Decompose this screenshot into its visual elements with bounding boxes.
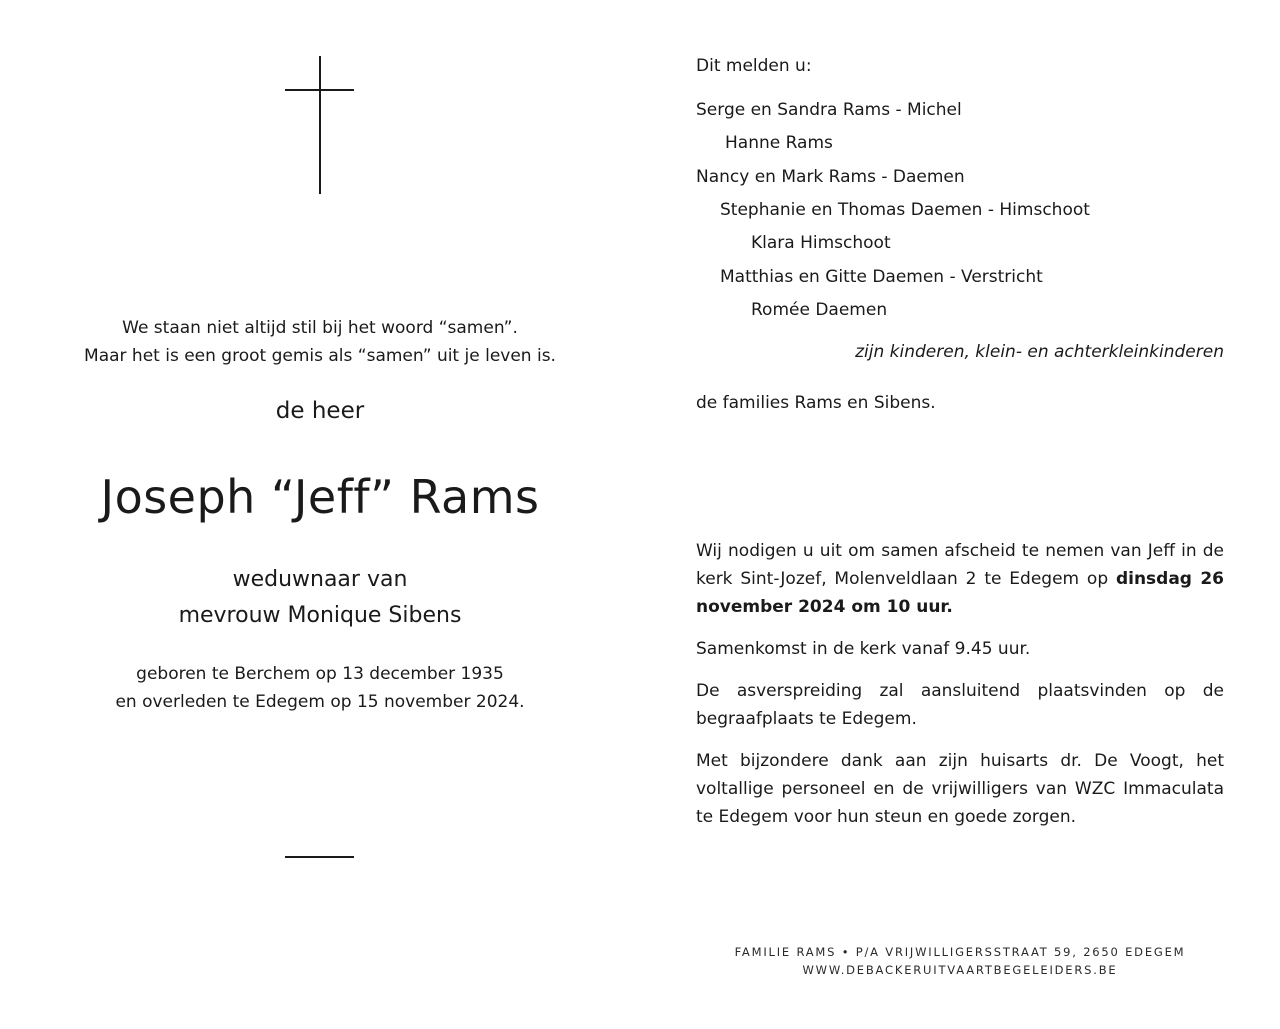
thanks-paragraph: Met bijzondere dank aan zijn huisarts dr. De Voogt, het voltallige personeel en de vrijwilligers van WZC Immaculata te Edegem voor hun steun en goede zorgen. [696, 751, 1224, 827]
ashes-paragraph: De asverspreiding zal aansluitend plaatsvinden op de begraafplaats te Edegem. [696, 681, 1224, 729]
family-member: Hanne Rams [725, 133, 833, 153]
ceremony-info [696, 537, 1224, 845]
deceased-name: Joseph “Jeff” Rams [100, 470, 540, 524]
ceremony-datetime: dinsdag 26 november 2024 om 10 uur. [696, 569, 1224, 617]
gathering-paragraph: Samenkomst in de kerk vanaf 9.45 uur. [696, 639, 1031, 659]
contact-footer [640, 943, 1280, 979]
relation-caption: zijn kinderen, klein- en achterkleinkinderen [855, 342, 1224, 362]
widower-of [40, 562, 600, 634]
honorific: de heer [275, 398, 365, 424]
family-member: Klara Himschoot [751, 233, 891, 253]
family-member: Serge en Sandra Rams - Michel [696, 100, 962, 120]
birth-line: geboren te Berchem op 13 december 1935 [136, 664, 504, 684]
life-dates [40, 660, 600, 716]
funeral-website: WWW.DEBACKERUITVAARTBEGELEIDERS.BE [802, 963, 1118, 977]
invitation-paragraph [696, 537, 1224, 621]
extended-families: de families Rams en Sibens. [696, 393, 936, 413]
invitation-text: Wij nodigen u uit om samen afscheid te nemen van Jeff in de kerk Sint-Jozef, Molenveldlaan 2 te Edegem op [696, 541, 1224, 589]
announce-heading: Dit melden u: [696, 56, 812, 76]
family-member: Nancy en Mark Rams - Daemen [696, 167, 965, 187]
family-member: Romée Daemen [751, 300, 888, 320]
death-line: en overleden te Edegem op 15 november 2024. [115, 692, 525, 712]
family-member: Stephanie en Thomas Daemen - Himschoot [720, 200, 1090, 220]
quote-line-1: We staan niet altijd stil bij het woord “samen”. [122, 318, 518, 338]
family-member: Matthias en Gitte Daemen - Verstricht [720, 267, 1043, 287]
widow-line-2: mevrouw Monique Sibens [178, 603, 462, 628]
quote-line-2: Maar het is een groot gemis als “samen” uit je leven is. [84, 346, 556, 366]
family-address: FAMILIE RAMS • P/A VRIJWILLIGERSSTRAAT 59, 2650 EDEGEM [734, 945, 1186, 959]
widow-line-1: weduwnaar van [232, 567, 408, 592]
memorial-quote [40, 314, 600, 370]
cross-icon-horizontal [285, 89, 354, 91]
bottom-divider [285, 856, 354, 858]
cross-icon-vertical [319, 56, 321, 194]
